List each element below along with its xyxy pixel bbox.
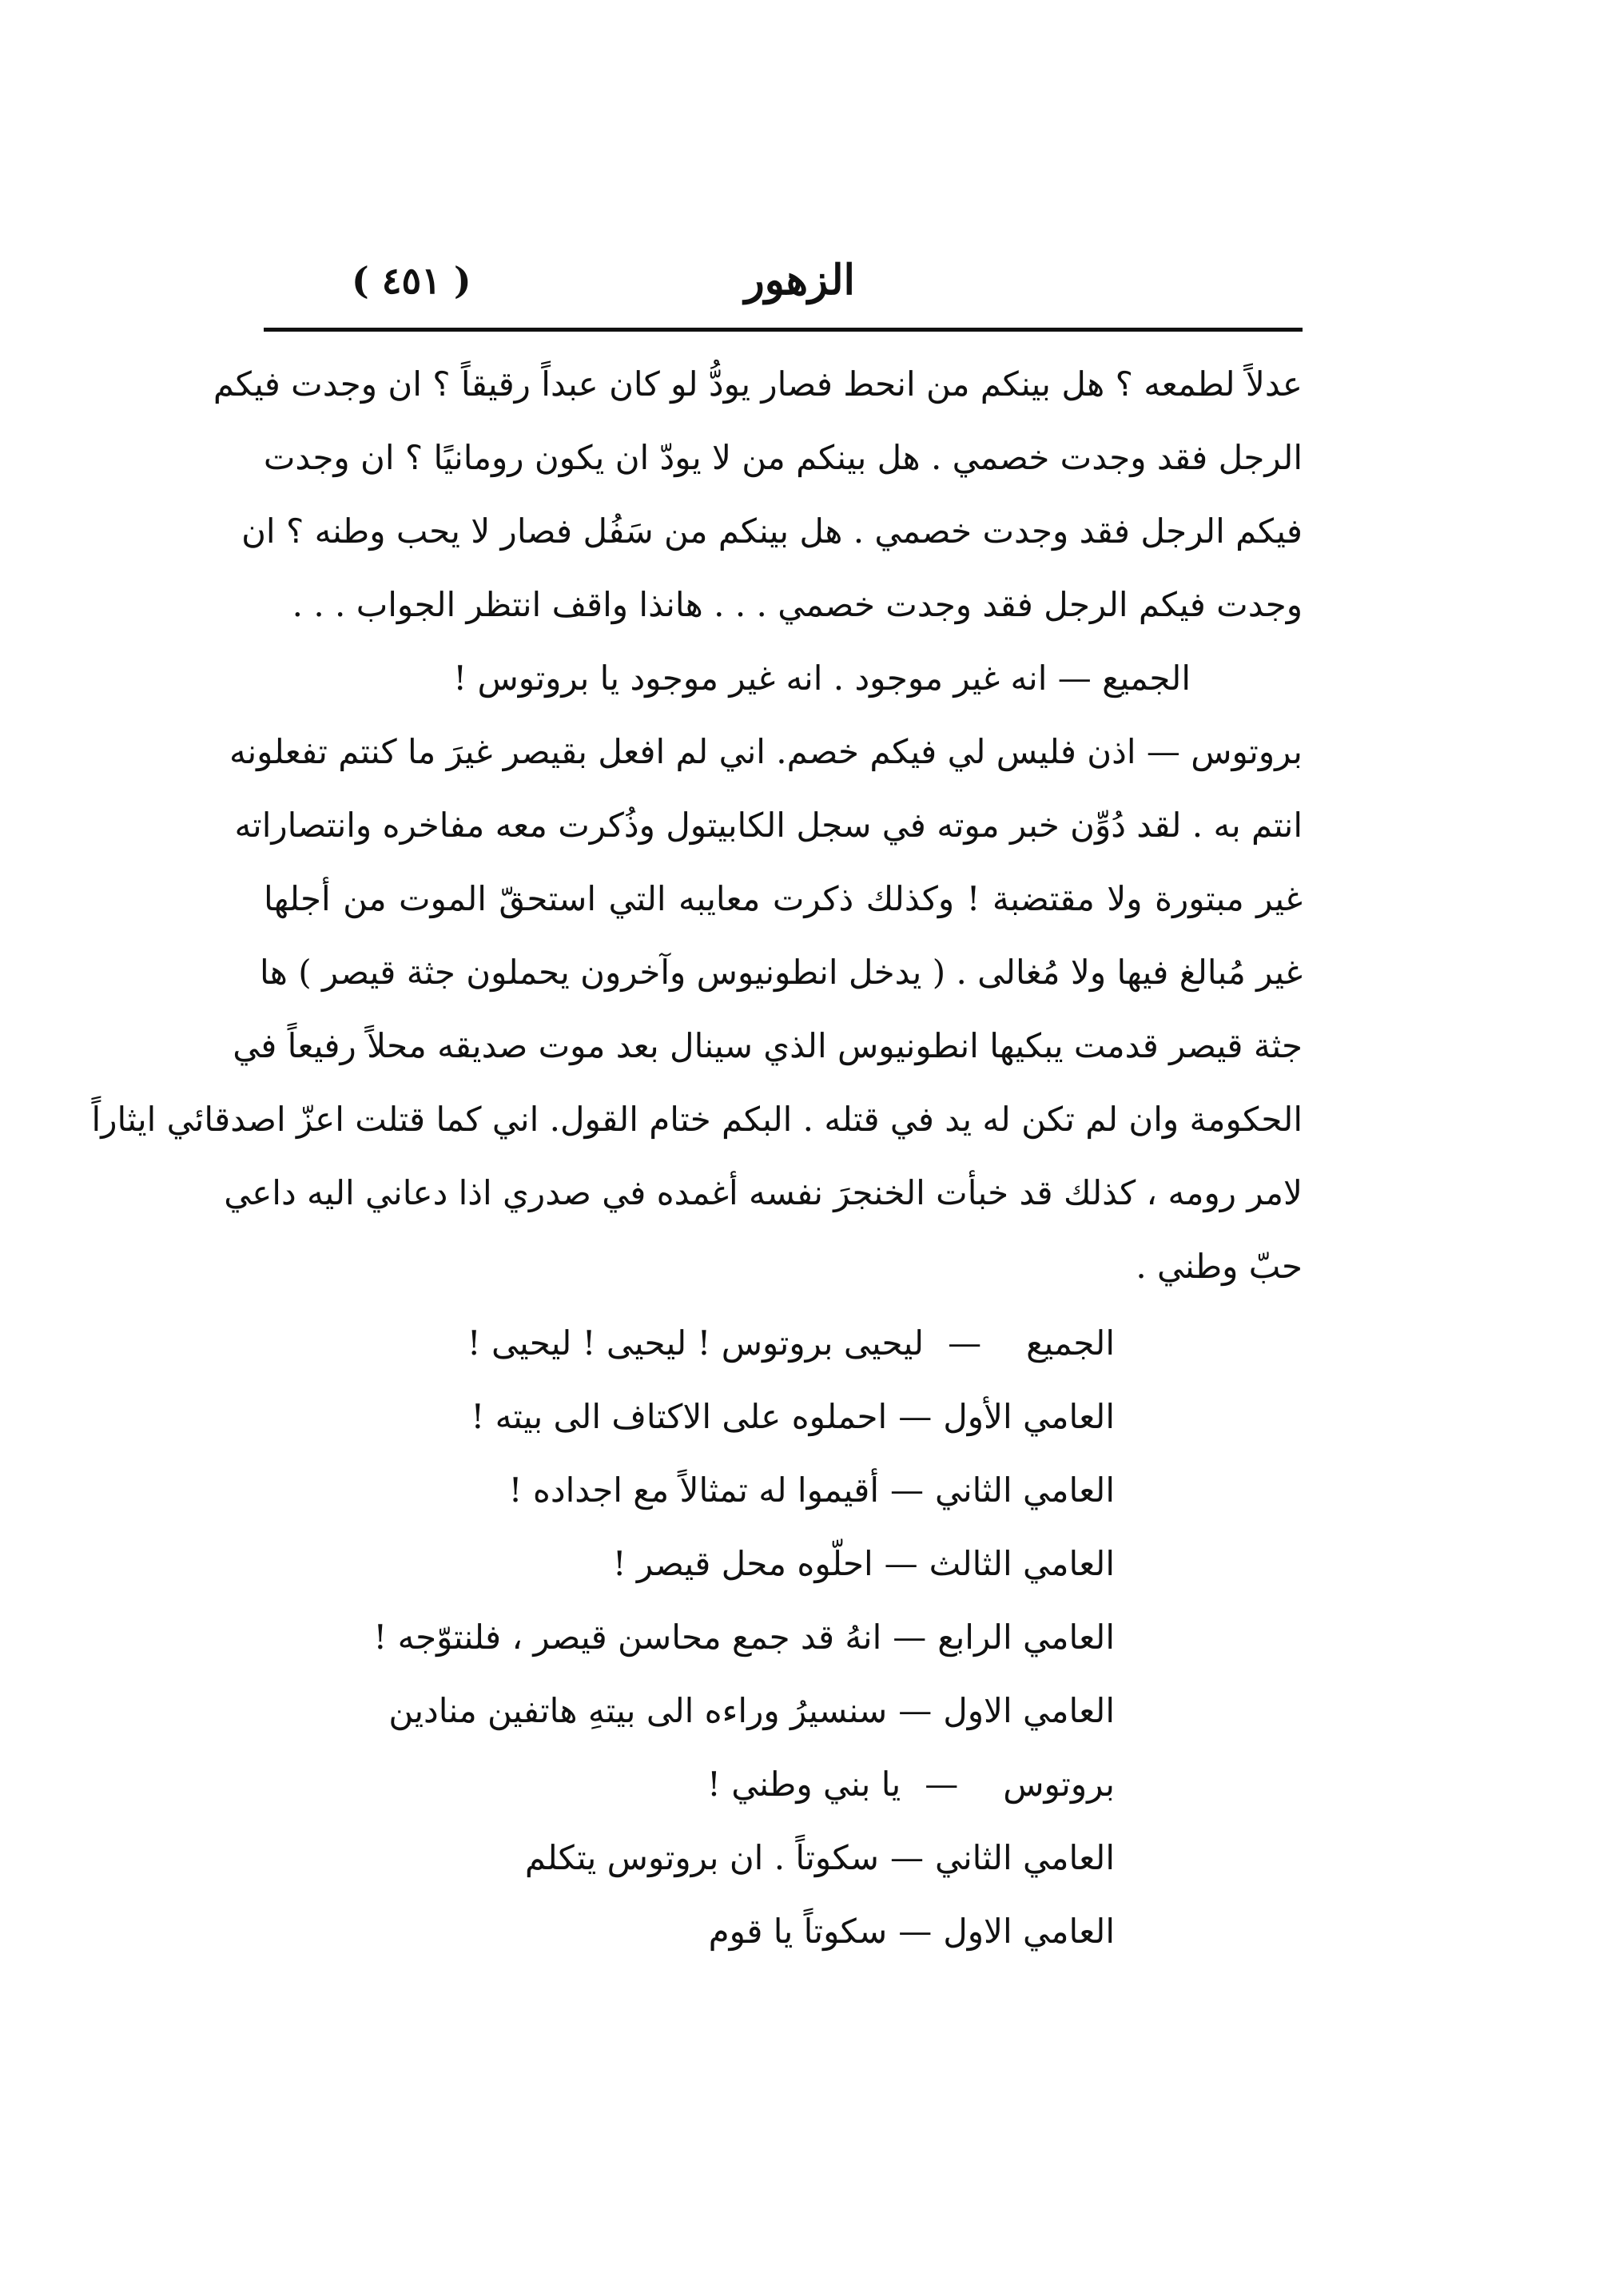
crowd-reply: الجميع — انه غير موجود . انه غير موجود يا بروتوس ! [453, 659, 1191, 698]
speaker-name: العامي الثاني [934, 1838, 1115, 1877]
body-text [91, 332, 1303, 1303]
dialogue-line [264, 1821, 1115, 1895]
speaker-name: العامي الثاني [934, 1470, 1115, 1510]
speaker-name: العامي الاول [943, 1912, 1115, 1951]
speech-text: انهُ قد جمع محاسن قيصر ، فلنتوّجه ! [373, 1618, 882, 1657]
page-header [264, 240, 1303, 332]
speech-text: سكوتاً . ان بروتوس يتكلم [524, 1838, 879, 1877]
dash-separator: — [884, 1544, 918, 1583]
dialogue-line [264, 1307, 1115, 1380]
dash-separator: — [898, 1397, 933, 1436]
dialogue-line [264, 1527, 1115, 1601]
dialogue-line [264, 1674, 1115, 1748]
speech-text: ليحيى بروتوس ! ليحيى ! ليحيى ! [467, 1323, 925, 1363]
text-line: عدلاً لطمعه ؟ هل بينكم من انحط فصار يودُّ لو كان عبداً رقيقاً ؟ ان وجدت فيكم [213, 364, 1303, 404]
speaker-name: العامي الثالث [929, 1544, 1115, 1583]
dash-separator: — [898, 1912, 933, 1951]
dialogue-block [264, 1307, 1303, 1968]
dash-separator: — [898, 1691, 933, 1730]
text-line: غير مُبالغ فيها ولا مُغالى . ( يدخل انطونيوس وآخرون يحملون جثة قيصر ) ها [260, 953, 1303, 992]
text-line: غير مبتورة ولا مقتضبة ! وكذلك ذكرت معايبه التي استحقّ الموت من أجلها [264, 879, 1303, 918]
text-line: لامر رومه ، كذلك قد خبأت الخنجرَ نفسه أغمده في صدري اذا دعاني اليه داعي [224, 1173, 1303, 1212]
text-line: انتم به . لقد دُوِّن خبر موته في سجل الكابيتول وذُكرت معه مفاخره وانتصاراته [234, 806, 1303, 845]
dialogue-line [264, 1454, 1115, 1527]
text-line: الرجل فقد وجدت خصمي . هل بينكم من لا يودّ ان يكون رومانيًا ؟ ان وجدت [263, 438, 1303, 477]
dialogue-line [264, 1748, 1115, 1821]
book-page [91, 240, 1303, 1968]
page-number: ( ٤٥١ ) [352, 259, 471, 302]
dialogue-line [264, 1601, 1115, 1674]
speech-text: سنسيرُ وراءه الى بيتهِ هاتفين منادين [388, 1691, 888, 1730]
text-line: فيكم الرجل فقد وجدت خصمي . هل بينكم من سَفُل فصار لا يحب وطنه ؟ ان [241, 511, 1303, 551]
speech-text: احلّوه محل قيصر ! [612, 1544, 873, 1583]
dash-separator: — [893, 1618, 927, 1657]
speaker-name: بروتوس [1003, 1765, 1115, 1804]
speaker-name: الجميع [1026, 1323, 1115, 1363]
dash-separator: — [889, 1470, 924, 1510]
text-line: وجدت فيكم الرجل فقد وجدت خصمي . . . هانذا واقف انتظر الجواب . . . [292, 585, 1303, 624]
dash-separator: — [948, 1323, 982, 1363]
speech-text: أقيموا له تمثالاً مع اجداده ! [508, 1470, 879, 1510]
speech-text: يا بني وطني ! [707, 1765, 901, 1804]
dialogue-line [264, 1380, 1115, 1454]
text-line: جثة قيصر قدمت يبكيها انطونيوس الذي سينال بعد موت صديقه محلاً رفيعاً في [233, 1026, 1303, 1065]
running-title: الزهور [744, 256, 855, 304]
text-line: الحكومة وان لم تكن له يد في قتله . البكم ختام القول. اني كما قتلت اعزّ اصدقائي ايثاراً [91, 1100, 1303, 1139]
speaker-name: العامي الاول [943, 1691, 1115, 1730]
speaker-name: العامي الأول [943, 1397, 1115, 1436]
speech-text: سكوتاً يا قوم [708, 1912, 888, 1951]
text-line: حبّ وطني . [1136, 1247, 1303, 1286]
dialogue-line [264, 1895, 1115, 1968]
speech-text: احملوه على الاكتاف الى بيته ! [471, 1397, 888, 1436]
dash-separator: — [889, 1838, 924, 1877]
dash-separator: — [925, 1765, 959, 1804]
speaker-name: العامي الرابع [937, 1618, 1115, 1657]
text-line: بروتوس — اذن فليس لي فيكم خصم. اني لم افعل بقيصر غيرَ ما كنتم تفعلونه [229, 732, 1303, 771]
